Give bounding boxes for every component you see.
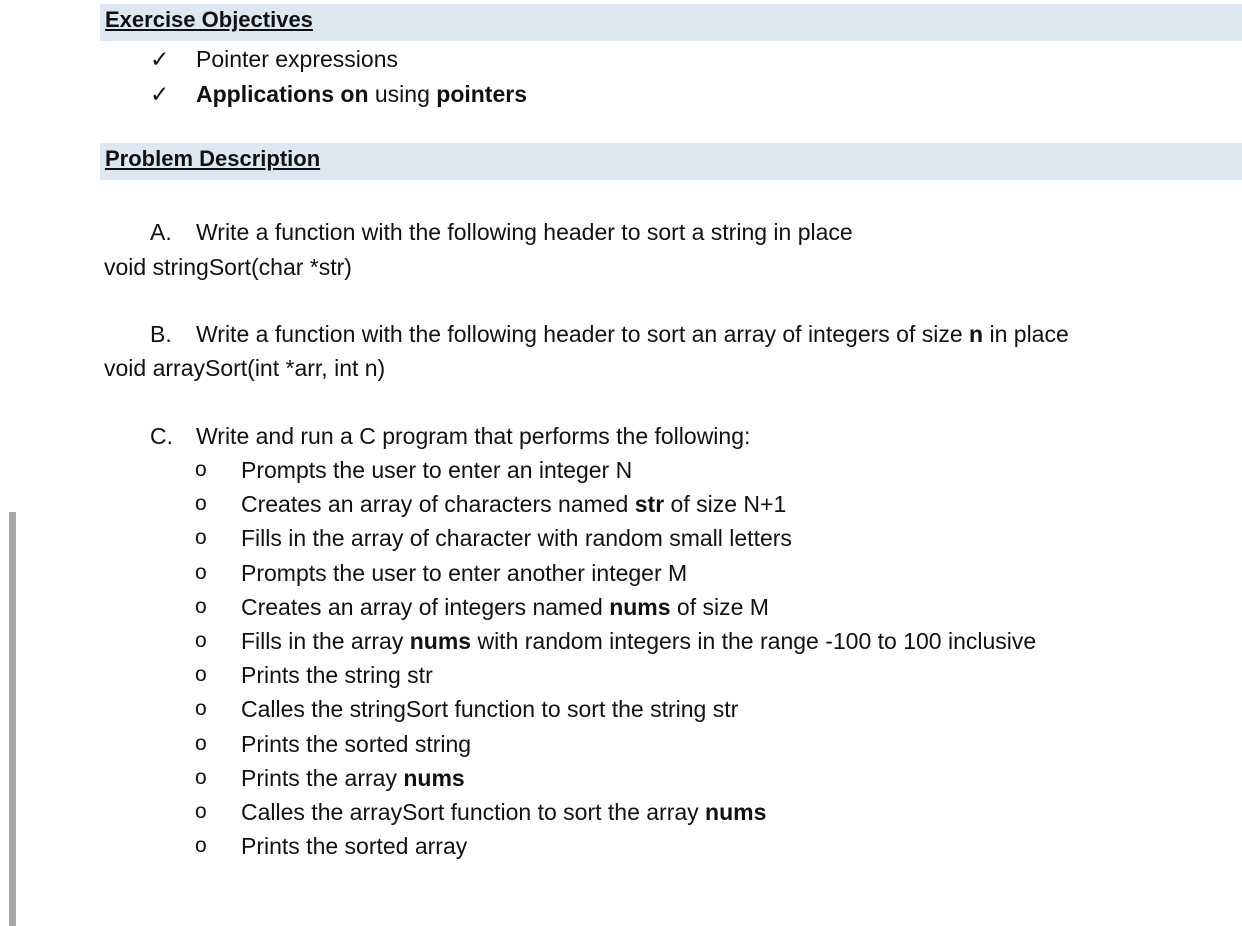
- objective-item: [196, 79, 527, 109]
- list-item-text: Prints the sorted string: [241, 731, 472, 757]
- list-item-text: Fills in the array: [241, 628, 410, 654]
- list-item-text: of size M: [670, 594, 769, 620]
- circle-bullet-icon: o: [195, 629, 207, 652]
- item-c-label: C.: [150, 423, 173, 449]
- list-item: [241, 729, 471, 759]
- list-item-text: Prints the string str: [241, 662, 433, 688]
- objective-bold-text: Applications on: [196, 81, 369, 107]
- list-item-text: with random integers in the range -100 to 100 inclusive: [471, 628, 1037, 654]
- item-a-header: void stringSort(char *str): [104, 254, 352, 280]
- item-b-text: [196, 319, 1069, 349]
- item-a-text: Write a function with the following header to sort a string in place: [196, 219, 853, 245]
- list-item: [241, 660, 433, 690]
- list-item: [241, 694, 738, 724]
- circle-bullet-icon: o: [195, 458, 207, 481]
- list-item-bold-text: str: [634, 491, 665, 517]
- list-item-bold-text: nums: [609, 594, 671, 620]
- problem-section-header: [100, 143, 1242, 180]
- list-item-text: Creates an array of characters named: [241, 491, 635, 517]
- check-icon: ✓: [150, 46, 170, 72]
- list-item-text: Calles the arraySort function to sort the array: [241, 799, 706, 825]
- item-b-header: void arraySort(int *arr, int n): [104, 355, 386, 381]
- list-item-text: Prompts the user to enter an integer N: [241, 457, 633, 483]
- list-item: [241, 763, 465, 793]
- objectives-section-header: [100, 4, 1242, 41]
- item-b-label: B.: [150, 321, 172, 347]
- list-item-text: Calles the stringSort function to sort the string str: [241, 696, 739, 722]
- list-item-text: Creates an array of integers named: [241, 594, 610, 620]
- circle-bullet-icon: o: [195, 663, 207, 686]
- circle-bullet-icon: o: [195, 561, 207, 584]
- list-item: [241, 558, 687, 588]
- list-item: [241, 455, 632, 485]
- objective-bold-text: pointers: [436, 81, 527, 107]
- circle-bullet-icon: o: [195, 492, 207, 515]
- objectives-title: Exercise Objectives: [105, 7, 313, 32]
- list-item-text: Fills in the array of character with random small letters: [241, 525, 792, 551]
- list-item-text: of size N+1: [664, 491, 787, 517]
- list-item-text: Prints the array: [241, 765, 404, 791]
- circle-bullet-icon: o: [195, 834, 207, 857]
- objective-text: using: [368, 81, 437, 107]
- list-item: [241, 831, 467, 861]
- circle-bullet-icon: o: [195, 800, 207, 823]
- problem-title: Problem Description: [105, 146, 321, 171]
- circle-bullet-icon: o: [195, 526, 207, 549]
- item-a-label: A.: [150, 219, 172, 245]
- item-b-text-pre: Write a function with the following header to sort an array of integers of size: [196, 321, 970, 347]
- list-item-bold-text: nums: [409, 628, 472, 654]
- item-b-text-post: in place: [983, 321, 1069, 347]
- list-item-text: Prompts the user to enter another integer M: [241, 560, 688, 586]
- sidebar-scrollbar[interactable]: [9, 512, 16, 926]
- circle-bullet-icon: o: [195, 697, 207, 720]
- list-item: [241, 797, 766, 827]
- item-b-text-bold: n: [969, 321, 984, 347]
- circle-bullet-icon: o: [195, 732, 207, 755]
- list-item: [241, 489, 786, 519]
- list-item-bold-text: nums: [705, 799, 767, 825]
- circle-bullet-icon: o: [195, 766, 207, 789]
- list-item: [241, 592, 769, 622]
- check-icon: ✓: [150, 81, 170, 107]
- list-item: [241, 626, 1036, 656]
- item-c-text: Write and run a C program that performs the following:: [196, 423, 751, 449]
- list-item-text: Prints the sorted array: [241, 833, 468, 859]
- objective-item: Pointer expressions: [196, 46, 398, 72]
- list-item: [241, 523, 792, 553]
- list-item-bold-text: nums: [403, 765, 465, 791]
- circle-bullet-icon: o: [195, 595, 207, 618]
